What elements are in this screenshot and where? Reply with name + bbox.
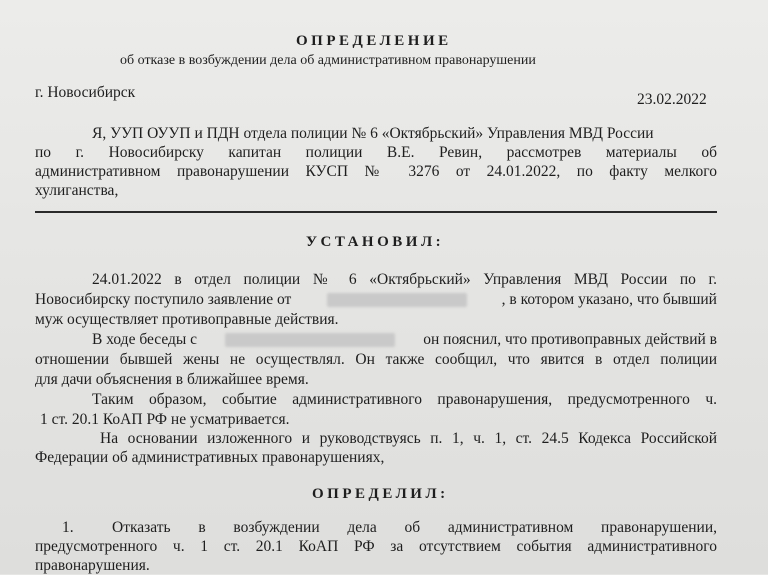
section-heading-opredelil: ОПРЕДЕЛИЛ: — [312, 486, 449, 502]
paragraph-3-line-2: 1 ст. 20.1 КоАП РФ не усматривается. — [40, 411, 290, 428]
paragraph-2-text-b: он пояснил, что противоправных действий в — [423, 331, 717, 348]
decision-item-1-line-1 — [62, 519, 717, 537]
paragraph-3-line-1: Таким образом, событие административного правонарушения, предусмотренного ч. — [92, 391, 717, 408]
city-label: г. Новосибирск — [35, 84, 136, 101]
paragraph-4-line-2: Федерации об административных правонарушениях, — [35, 449, 385, 466]
paragraph-4-line-1: На основании изложенного и руководствуясь п. 1, ч. 1, ст. 24.5 Кодекса Российской — [100, 430, 717, 447]
paragraph-1-line-3: муж осуществляет противоправные действия. — [35, 311, 339, 328]
paragraph-2-line-2: отношении бывшей жены не осуществлял. Он также сообщил, что явится в отдел полиции — [35, 351, 717, 368]
document-date: 23.02.2022 — [637, 91, 707, 108]
document-subtitle: об отказе в возбуждении дела об административном правонарушении — [120, 53, 536, 68]
decision-item-text: Отказать в возбуждении дела об административном правонарушении, — [112, 519, 717, 536]
paragraph-1-text-b: , в котором указано, что бывший — [501, 291, 717, 308]
intro-line-4: хулиганства, — [35, 182, 119, 199]
decision-item-1-line-3: правонарушения. — [35, 557, 150, 574]
redacted-name — [327, 293, 467, 307]
horizontal-divider — [35, 211, 717, 213]
paragraph-2-text-a: В ходе беседы с — [92, 331, 198, 348]
paragraph-1-text-a: Новосибирску поступило заявление от — [35, 291, 292, 308]
paragraph-2-line-3: для дачи объяснения в ближайшее время. — [35, 371, 309, 388]
intro-line-3: административном правонарушении КУСП № 3276 от 24.01.2022, по факту мелкого — [35, 163, 717, 180]
redacted-name — [225, 333, 395, 347]
paragraph-2-line-1 — [92, 331, 717, 349]
intro-line-1: Я, УУП ОУУП и ПДН отдела полиции № 6 «Октябрьский» Управления МВД России — [92, 125, 654, 142]
paragraph-1-line-1: 24.01.2022 в отдел полиции № 6 «Октябрьский» Управления МВД России по г. — [92, 271, 717, 288]
paragraph-1-line-2 — [35, 291, 717, 309]
document-title: ОПРЕДЕЛЕНИЕ — [296, 33, 452, 49]
decision-item-number: 1. — [62, 519, 74, 536]
decision-item-1-line-2: предусмотренного ч. 1 ст. 20.1 КоАП РФ за отсутствием события административного — [35, 538, 717, 555]
intro-line-2: по г. Новосибирску капитан полиции В.Е. Ревин, рассмотрев материалы об — [35, 144, 717, 161]
section-heading-ustanovil: УСТАНОВИЛ: — [306, 234, 445, 250]
